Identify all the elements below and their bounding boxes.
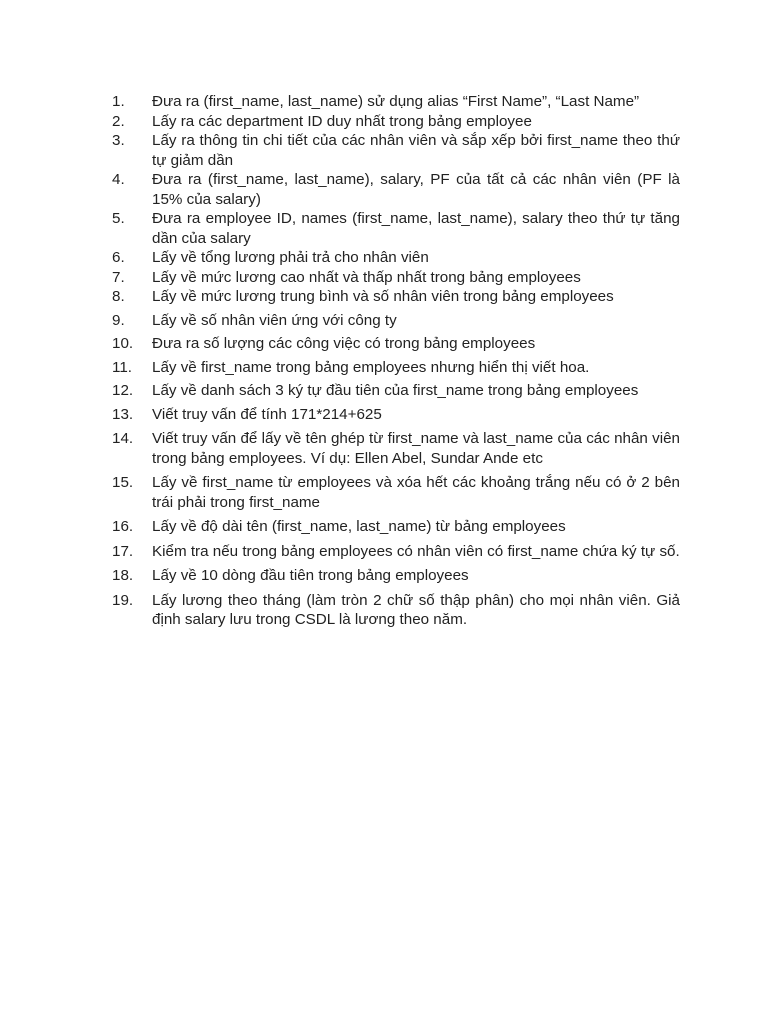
item-number: 15. <box>112 474 134 491</box>
item-number: 17. <box>112 542 134 560</box>
list-item <box>112 517 680 537</box>
list-item <box>112 566 680 586</box>
item-number: 13. <box>112 405 134 423</box>
item-text: Lấy ra các department ID duy nhất trong bảng employee <box>152 112 532 130</box>
list-item <box>112 112 680 132</box>
item-text: Lấy về mức lương cao nhất và thấp nhất trong bảng employees <box>152 268 581 286</box>
item-text: Lấy về danh sách 3 ký tự đầu tiên của first_name trong bảng employees <box>152 382 639 399</box>
item-text: Lấy về tổng lương phải trả cho nhân viên <box>152 249 429 266</box>
list-item <box>112 311 680 331</box>
item-number: 6. <box>112 249 125 266</box>
item-text: Đưa ra (first_name, last_name) sử dụng alias “First Name”, “Last Name” <box>152 93 640 110</box>
list-item <box>112 334 680 354</box>
item-text: Viết truy vấn để tính 171*214+625 <box>152 405 382 423</box>
list-item <box>112 92 680 112</box>
item-number: 1. <box>112 93 125 110</box>
list-item <box>112 170 680 209</box>
item-text: Lấy về 10 dòng đầu tiên trong bảng employees <box>152 567 469 584</box>
item-text: Lấy lương theo tháng (làm tròn 2 chữ số thập phân) cho mọi nhân viên. Giả định salary lưu trong CSDL là lương theo năm. <box>152 591 680 628</box>
item-number: 5. <box>112 210 125 227</box>
list-item <box>112 268 680 288</box>
item-number: 18. <box>112 567 134 584</box>
list-item <box>112 591 680 630</box>
item-text: Đưa ra số lượng các công việc có trong bảng employees <box>152 335 536 352</box>
item-text: Viết truy vấn để lấy về tên ghép từ first_name và last_name của các nhân viên trong bảng employees. Ví dụ: Ellen Abel, Sundar Ande etc <box>152 430 680 467</box>
list-item <box>112 248 680 268</box>
item-text: Đưa ra employee ID, names (first_name, last_name), salary theo thứ tự tăng dần của salary <box>152 210 680 247</box>
item-text: Lấy về mức lương trung bình và số nhân viên trong bảng employees <box>152 288 614 305</box>
item-text: Đưa ra (first_name, last_name), salary, PF của tất cả các nhân viên (PF là 15% của salary) <box>152 171 680 208</box>
list-item <box>112 405 680 425</box>
exercise-list <box>112 92 680 630</box>
item-text: Kiểm tra nếu trong bảng employees có nhân viên có first_name chứa ký tự số. <box>152 542 680 560</box>
list-item <box>112 429 680 468</box>
item-number: 8. <box>112 288 125 305</box>
item-text: Lấy về độ dài tên (first_name, last_name) từ bảng employees <box>152 518 566 535</box>
item-number: 14. <box>112 430 134 447</box>
item-text: Lấy về số nhân viên ứng với công ty <box>152 311 397 329</box>
item-number: 3. <box>112 132 125 149</box>
item-number: 16. <box>112 518 134 535</box>
item-number: 7. <box>112 268 125 286</box>
list-item <box>112 209 680 248</box>
item-number: 12. <box>112 382 134 399</box>
item-number: 19. <box>112 591 134 609</box>
item-text: Lấy về first_name trong bảng employees nhưng hiển thị viết hoa. <box>152 358 590 376</box>
list-item <box>112 542 680 562</box>
item-number: 11. <box>112 358 132 376</box>
item-number: 9. <box>112 311 125 329</box>
item-number: 10. <box>112 335 134 352</box>
item-number: 4. <box>112 171 125 188</box>
item-text: Lấy về first_name từ employees và xóa hết các khoảng trắng nếu có ở 2 bên trái phải trong first_name <box>152 474 680 511</box>
list-item <box>112 131 680 170</box>
item-text: Lấy ra thông tin chi tiết của các nhân viên và sắp xếp bởi first_name theo thứ tự giảm dần <box>152 132 680 169</box>
item-number: 2. <box>112 112 125 130</box>
list-item <box>112 381 680 401</box>
list-item <box>112 287 680 307</box>
list-item <box>112 358 680 378</box>
list-item <box>112 473 680 512</box>
